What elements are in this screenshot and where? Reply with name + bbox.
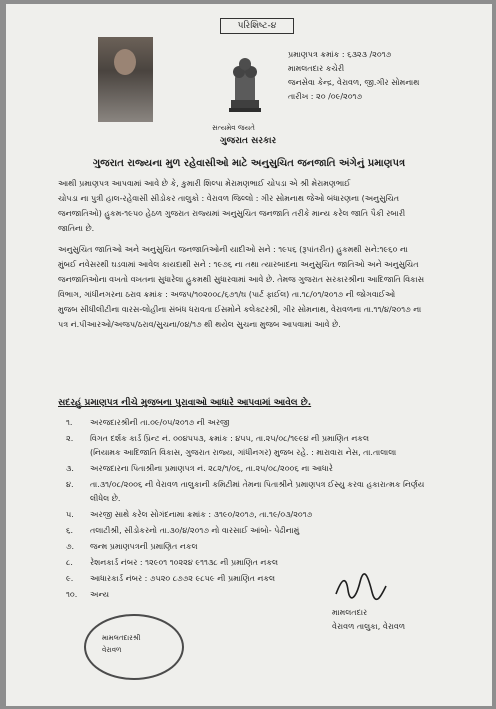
stamp-line: વેરાવળ xyxy=(102,646,122,654)
evidence-item: ૧. અરજદારશ્રીની તા.૦૯/૦૫/૨૦૧૭ ની અરજી xyxy=(66,418,230,427)
evidence-item: ૬. તલાટીશ્રી, સીડોકરનો તા.૩૦/૪/૨૦૧૭ નો વારસાઈ આંબો- પેઢીનામું xyxy=(66,526,300,535)
certificate-sheet xyxy=(6,4,492,706)
certificate-paragraph-2 xyxy=(58,242,488,332)
certificate-paragraph-1 xyxy=(58,176,488,236)
paragraph-1-line: આથી પ્રમાણપત્ર આપવામાં આવે છે કે, કુમારી શિલ્પા મેરામણભાઈ ચોપડા એ શ્રી મેરામણભાઈ xyxy=(58,179,351,188)
paragraph-2-line: પત્ર નં.પીઆરઓ/અજપ/ઠરાવ/સુચના/૦૪/૧૭ થી થયેલ સુચના મુજબ આપવામાં આવે છે. xyxy=(58,320,341,329)
state-emblem-icon xyxy=(215,42,275,124)
paragraph-1-line: ચોપડા ના પુત્રી હાલ-રહેવાસી સીડોકર તાલુકો : વેરાવળ જિલ્લો : ગીર સોમનાથ જેઓ બંધારણના (અનુસુચિત xyxy=(58,194,400,203)
office-stamp xyxy=(84,614,184,680)
paragraph-1-line: જાતિના છે. xyxy=(58,224,95,233)
evidence-item: ૧૦. અન્ય xyxy=(66,590,109,599)
certificate-number: પ્રમાણપત્ર ક્રમાંક : ૬૩૨૩ /૨૦૧૭ xyxy=(288,50,392,59)
paragraph-2-line: વિભાગ, ગાંધીનગરના ઠરાવ ક્રમાંક : અજપ/૧૦૨૦૦૮/૬૭૧/ઘ (પાર્ટ ફાઈલ) તા.૧૮/૦૧/૨૦૧૭ ની જોગવાઈઓ xyxy=(58,290,396,299)
service-center: જનસેવા કેન્દ્ર, વેરાવળ, જી.ગીર સોમનાથ xyxy=(288,78,420,87)
certificate-title: ગુજરાત રાજ્યના મુળ રહેવાસીઓ માટે અનુસુચિત જનજાતિ અંગેનું પ્રમાણપત્ર xyxy=(92,158,406,169)
stamp-line: મામલતદારશ્રી xyxy=(102,634,141,642)
paragraph-2-line: જનજાતિઓના વખતો વખતના સુધારેલા હુકમથી સુધારવામાં આવે છે. તેમજ ગુજરાત સરકારશ્રીના આદિજાતિ વિકાસ xyxy=(58,275,425,284)
certificate-date: તારીખ : ૨૦ /૦૯/૨૦૧૭ xyxy=(288,92,363,101)
evidence-item: (નિયામક આદિજાતિ વિકાસ, ગુજરાત રાજ્ય, ગાંધીનગર) મુજબ રહે. : મારાવારા નેસ, તા.તાલાલા xyxy=(90,448,397,457)
paragraph-2-line: મુજબ સીધીલીટીના વારસ-લોહીના સંબંધ ધરાવતા ઈસમોને કલેક્ટરશ્રી, ગીર સોમનાથ, વેરાવળના તા.૧૧/૪/૨૦૧૭ ના xyxy=(58,305,422,314)
issuing-office: મામલતદાર કચેરી xyxy=(288,64,345,73)
evidence-item: ૫. અરજી સાથે કરેલ સોગંદનામા ક્રમાંક : ૩૧૯૦/૨૦૧૭, તા.૧૯/૦૩/૨૦૧૭ xyxy=(66,510,313,519)
evidence-item: ૮. રેશનકાર્ડ નંબર : ૧૨૯૦૧ ૧૦૨૨૪ ૯૧૧૩૮ ની પ્રમાણિત નકલ xyxy=(66,558,279,567)
evidence-item: ૨. વિગત દર્શક કાર્ડ પ્રિન્ટ નં. ૦૦૪૫૫૩, ક્રમાંક : ૪૫૫, તા.૨૫/૦૮/૧૯૯૪ ની પ્રમાણિત નકલ xyxy=(66,434,370,443)
evidence-item: લીધેલ છે. xyxy=(90,494,121,503)
paragraph-2-line: અનુસુચિત જાતિઓ અને અનુસુચિત જનજાતિઓની યાદીઓ સને : ૧૯૫૬ (રૂપાંતરીત) હુકમથી સને:૧૯૬૦ ના xyxy=(58,245,408,254)
emblem-caption: સત્યમેવ જયતે xyxy=(212,124,255,132)
signatory-title: મામલતદાર xyxy=(332,608,368,617)
evidence-heading: સદરહું પ્રમાણપત્ર નીચે મુજબના પુરાવાઓ આધારે આપવામાં આવેલ છે. xyxy=(58,398,312,408)
signature-icon xyxy=(332,572,388,602)
evidence-item: ૭. જન્મ પ્રમાણપત્રની પ્રમાણિત નકલ xyxy=(66,542,198,551)
evidence-item: ૪. તા.૩૧/૦૮/૨૦૦૬ ની વેરાવળ તાલુકાની કમિટીમાં તેમના પિતાશ્રીને પ્રમાણપત્ર ઈસ્યુ કરવા હકારાત્મક નિર્ણય xyxy=(66,480,425,489)
applicant-photo xyxy=(98,37,153,122)
form-tag: પરિશિષ્ટ-૪ xyxy=(220,18,294,34)
paragraph-1-line: જનજાતિઓ) હુકમ-૧૯૫૦ હેઠળ ગુજરાત રાજ્યમાં અનુસુચિત જનજાતિ તરીકે માન્ય કરેલ જાતિ પૈકી રબારી xyxy=(58,209,406,218)
evidence-item: ૯. આધારકાર્ડ નંબર : ૭૫૨૦ ૮૭૭૨ ૯૮૫૯ ની પ્રમાણિત નકલ xyxy=(66,574,276,583)
signatory-office: વેરાવળ તાલુકા, વેરાવળ xyxy=(332,622,406,631)
paragraph-2-line: મુંબઈ નવેસરથી ઘડવામાં આવેલ કાયદાથી સને : ૧૯૭૬ ના તથા ત્યારબાદના અનુસુચિત જાતિઓ અને અનુસુચિત xyxy=(58,260,419,269)
government-name: ગુજરાત સરકાર xyxy=(220,136,277,146)
evidence-item: ૩. અરજદારના પિતાશ્રીના પ્રમાણપત્ર નં. ૨૮૨/૧/૦૬, તા.૨૫/૦૮/૨૦૦૬ ના આધારે xyxy=(66,464,333,473)
